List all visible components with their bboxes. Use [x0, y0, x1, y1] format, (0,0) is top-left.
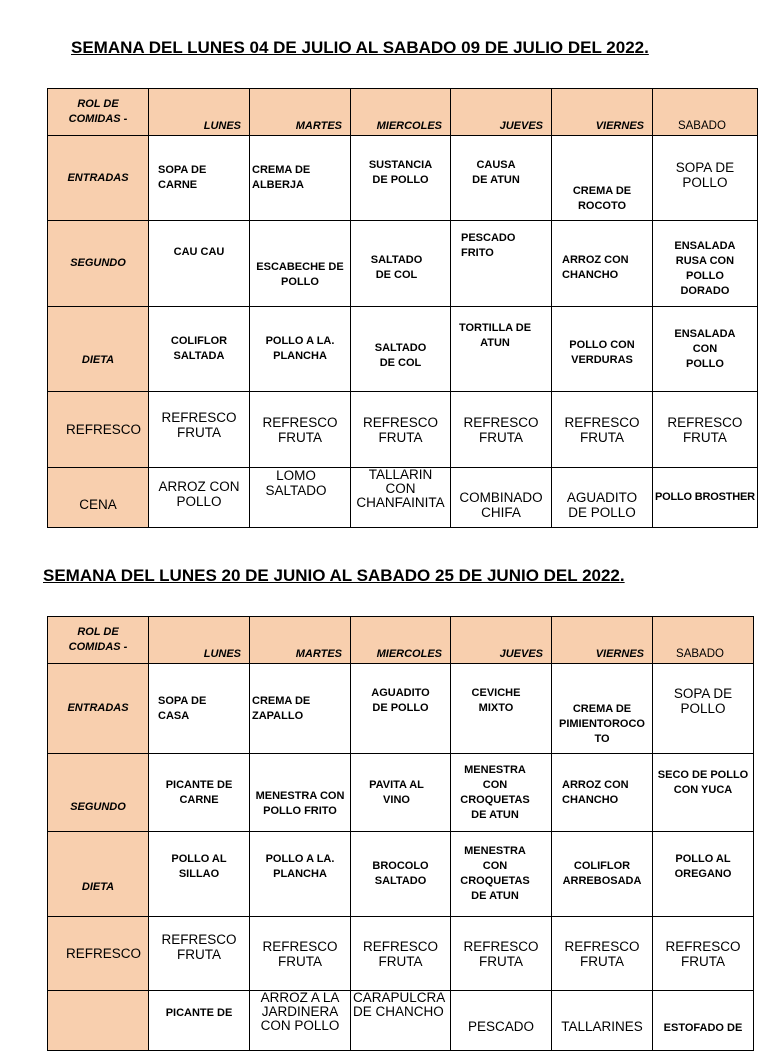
row-label-cena [48, 991, 149, 1051]
menu-cell: PICANTE DE [149, 991, 250, 1051]
menu-cell: SOPA DE CASA [149, 664, 250, 754]
row-label-segundo: SEGUNDO [48, 754, 149, 832]
header-rol-label: ROL DE COMIDAS - [48, 89, 149, 136]
menu-cell: BROCOLO SALTADO [351, 832, 451, 917]
menu-cell: TALLARINES [552, 991, 653, 1051]
week-1-menu-table [47, 88, 758, 528]
menu-cell: REFRESCO FRUTA [149, 392, 250, 468]
row-label-entradas: ENTRADAS [48, 136, 149, 221]
menu-cell: POLLO A LA. PLANCHA [250, 832, 351, 917]
menu-cell: ARROZ A LA JARDINERA CON POLLO [250, 991, 351, 1051]
menu-cell: CREMA DE ZAPALLO [250, 664, 351, 754]
menu-cell: CAUSA DE ATUN [451, 136, 552, 221]
header-day-lunes: LUNES [149, 617, 250, 664]
menu-cell: ESTOFADO DE [653, 991, 754, 1051]
menu-cell: ESCABECHE DE POLLO [250, 221, 351, 307]
menu-cell: CARAPULCRA DE CHANCHO [351, 991, 451, 1051]
row-label-dieta: DIETA [48, 307, 149, 392]
week-2-menu-table [47, 616, 754, 1051]
menu-cell: AGUADITO DE POLLO [552, 468, 653, 528]
menu-cell: PAVITA AL VINO [351, 754, 451, 832]
menu-cell: POLLO AL OREGANO [653, 832, 754, 917]
header-day-sabado: SABADO [653, 617, 754, 664]
row-label-segundo: SEGUNDO [48, 221, 149, 307]
header-rol-label: ROL DE COMIDAS - [48, 617, 149, 664]
menu-cell: REFRESCO FRUTA [351, 917, 451, 991]
row-label-refresco: REFRESCO [48, 917, 149, 991]
menu-cell: PESCADO [451, 991, 552, 1051]
menu-cell: REFRESCO FRUTA [552, 392, 653, 468]
header-day-miercoles: MIERCOLES [351, 617, 451, 664]
header-day-martes: MARTES [250, 89, 351, 136]
menu-cell: AGUADITO DE POLLO [351, 664, 451, 754]
header-day-viernes: VIERNES [552, 89, 653, 136]
menu-cell: REFRESCO FRUTA [250, 917, 351, 991]
menu-cell: REFRESCO FRUTA [451, 917, 552, 991]
menu-cell: COLIFLOR SALTADA [149, 307, 250, 392]
menu-cell: POLLO BROSTHER [653, 468, 758, 528]
menu-cell: CEVICHE MIXTO [451, 664, 552, 754]
row-label-dieta: DIETA [48, 832, 149, 917]
menu-cell: ARROZ CON POLLO [149, 468, 250, 528]
menu-cell: COLIFLOR ARREBOSADA [552, 832, 653, 917]
menu-cell: REFRESCO FRUTA [250, 392, 351, 468]
menu-cell: MENESTRA CON CROQUETAS DE ATUN [451, 754, 552, 832]
header-day-martes: MARTES [250, 617, 351, 664]
menu-cell: TORTILLA DE ATUN [451, 307, 552, 392]
menu-cell: COMBINADO CHIFA [451, 468, 552, 528]
menu-cell: ARROZ CON CHANCHO [552, 221, 653, 307]
menu-cell: CREMA DE PIMIENTOROCO TO [552, 664, 653, 754]
menu-cell: TALLARIN CON CHANFAINITA [351, 468, 451, 528]
menu-cell: PESCADO FRITO [451, 221, 552, 307]
menu-cell: SOPA DE CARNE [149, 136, 250, 221]
header-day-sabado: SABADO [653, 89, 758, 136]
menu-cell: MENESTRA CON CROQUETAS DE ATUN [451, 832, 552, 917]
menu-cell: POLLO AL SILLAO [149, 832, 250, 917]
menu-cell: ENSALADA RUSA CON POLLO DORADO [653, 221, 758, 307]
menu-cell: SALTADO DE COL [351, 221, 451, 307]
menu-cell: ENSALADA CON POLLO [653, 307, 758, 392]
menu-cell: CAU CAU [149, 221, 250, 307]
menu-cell: LOMO SALTADO [250, 468, 351, 528]
menu-cell: CREMA DE ROCOTO [552, 136, 653, 221]
header-day-jueves: JUEVES [451, 617, 552, 664]
week-1-title: SEMANA DEL LUNES 04 DE JULIO AL SABADO 09 DE JULIO DEL 2022. [71, 38, 649, 57]
menu-cell: REFRESCO FRUTA [149, 917, 250, 991]
menu-cell: CREMA DE ALBERJA [250, 136, 351, 221]
menu-cell: REFRESCO FRUTA [653, 392, 758, 468]
menu-cell: MENESTRA CON POLLO FRITO [250, 754, 351, 832]
menu-cell: REFRESCO FRUTA [451, 392, 552, 468]
header-day-lunes: LUNES [149, 89, 250, 136]
menu-cell: SOPA DE POLLO [653, 136, 758, 221]
menu-cell: REFRESCO FRUTA [351, 392, 451, 468]
menu-cell: ARROZ CON CHANCHO [552, 754, 653, 832]
menu-cell: SECO DE POLLO CON YUCA [653, 754, 754, 832]
week-2-title: SEMANA DEL LUNES 20 DE JUNIO AL SABADO 25 DE JUNIO DEL 2022. [43, 566, 625, 585]
header-day-jueves: JUEVES [451, 89, 552, 136]
row-label-refresco: REFRESCO [48, 392, 149, 468]
header-day-viernes: VIERNES [552, 617, 653, 664]
header-day-miercoles: MIERCOLES [351, 89, 451, 136]
row-label-entradas: ENTRADAS [48, 664, 149, 754]
menu-cell: SOPA DE POLLO [653, 664, 754, 754]
menu-cell: REFRESCO FRUTA [653, 917, 754, 991]
menu-cell: POLLO A LA. PLANCHA [250, 307, 351, 392]
menu-cell: SALTADO DE COL [351, 307, 451, 392]
menu-cell: REFRESCO FRUTA [552, 917, 653, 991]
row-label-cena: CENA [48, 468, 149, 528]
menu-cell: POLLO CON VERDURAS [552, 307, 653, 392]
menu-cell: PICANTE DE CARNE [149, 754, 250, 832]
menu-cell: SUSTANCIA DE POLLO [351, 136, 451, 221]
